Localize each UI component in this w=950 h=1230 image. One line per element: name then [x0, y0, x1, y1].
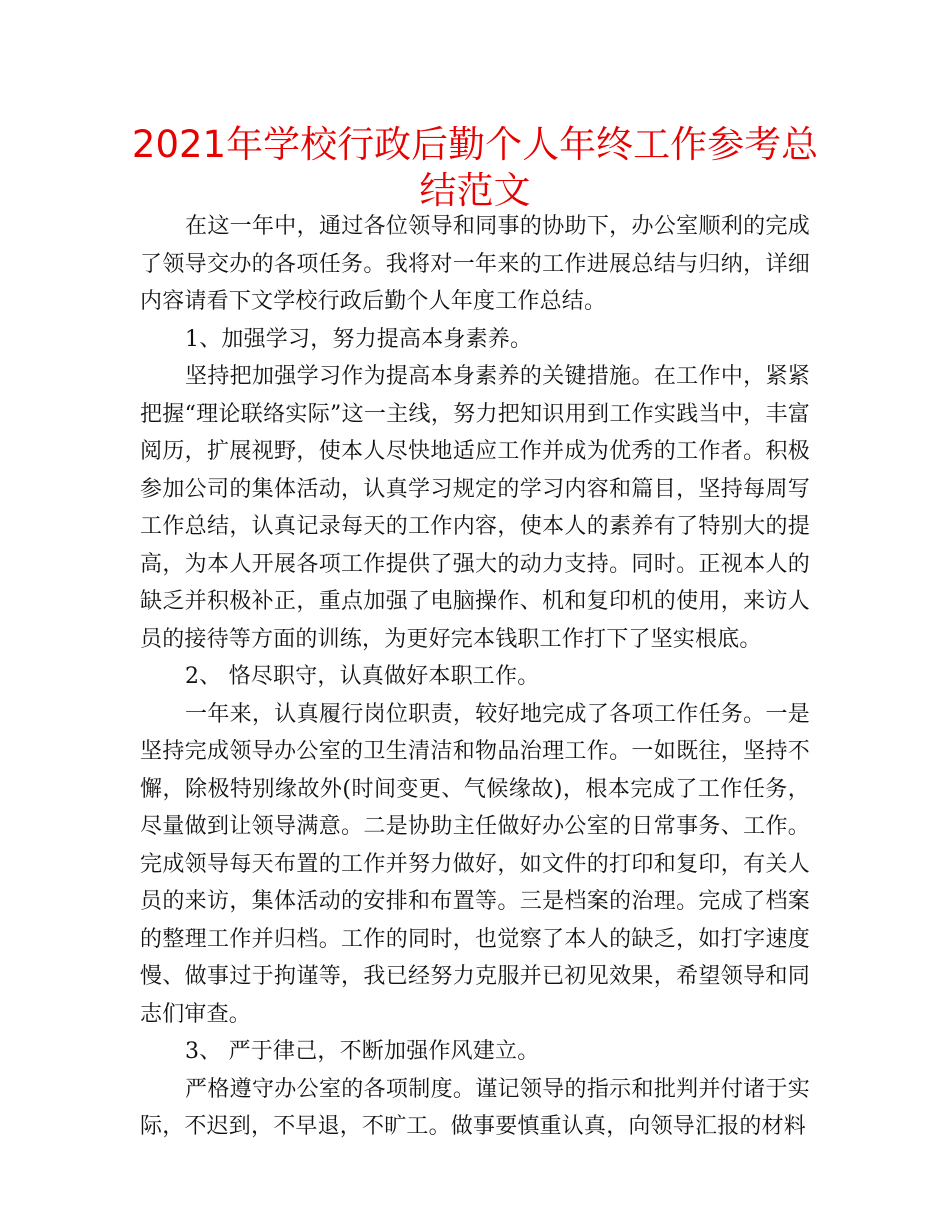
document-body [140, 208, 810, 1146]
document-title: 2021年学校行政后勤个人年终工作参考总结范文 [131, 123, 819, 212]
section-heading-3: 3、 严于律己，不断加强作风建立。 [185, 1039, 540, 1064]
paragraph-section-1: 坚持把加强学习作为提高本身素养的关键措施。在工作中，紧紧把握“理论联络实际”这一主线，努力把知识用到工作实践当中，丰富阅历，扩展视野，使本人尽快地适应工作并成为优秀的工作者。积极参加公司的集体活动，认真学习规定的学习内容和篇目，坚持每周写工作总结，认真记录每天的工作内容，使本人的素养有了特别大的提高，为本人开展各项工作提供了强大的动力支持。同时。正视本人的缺乏并积极补正，重点加强了电脑操作、机和复印机的使用，来访人员的接待等方面的训练，为更好完本钱职工作打下了坚实根底。 [140, 364, 810, 652]
section-heading-1: 1、加强学习，努力提高本身素养。 [185, 326, 533, 352]
section-heading-2: 2、 恪尽职守，认真做好本职工作。 [185, 664, 540, 689]
paragraph-section-2: 一年来，认真履行岗位职责，较好地完成了各项工作任务。一是坚持完成领导办公室的卫生清洁和物品治理工作。一如既往，坚持不懈，除极特别缘故外(时间变更、气候缘故)，根本完成了工作任务，尽量做到让领导满意。二是协助主任做好办公室的日常事务、工作。完成领导每天布置的工作并努力做好，如文件的打印和复印，有关人员的来访，集体活动的安排和布置等。三是档案的治理。完成了档案的整理工作并归档。工作的同时，也觉察了本人的缺乏，如打字速度慢、做事过于拘谨等，我已经努力克服并已初见效果，希望领导和同志们审查。 [140, 701, 810, 1027]
paragraph-intro: 在这一年中，通过各位领导和同事的协助下，办公室顺利的完成了领导交办的各项任务。我将对一年来的工作进展总结与归纳，详细内容请看下文学校行政后勤个人年度工作总结。 [140, 214, 810, 314]
paragraph-section-3: 严格遵守办公室的各项制度。谨记领导的指示和批判并付诸于实际，不迟到，不早退，不旷工。做事要慎重认真，向领导汇报的材料 [140, 1076, 810, 1139]
